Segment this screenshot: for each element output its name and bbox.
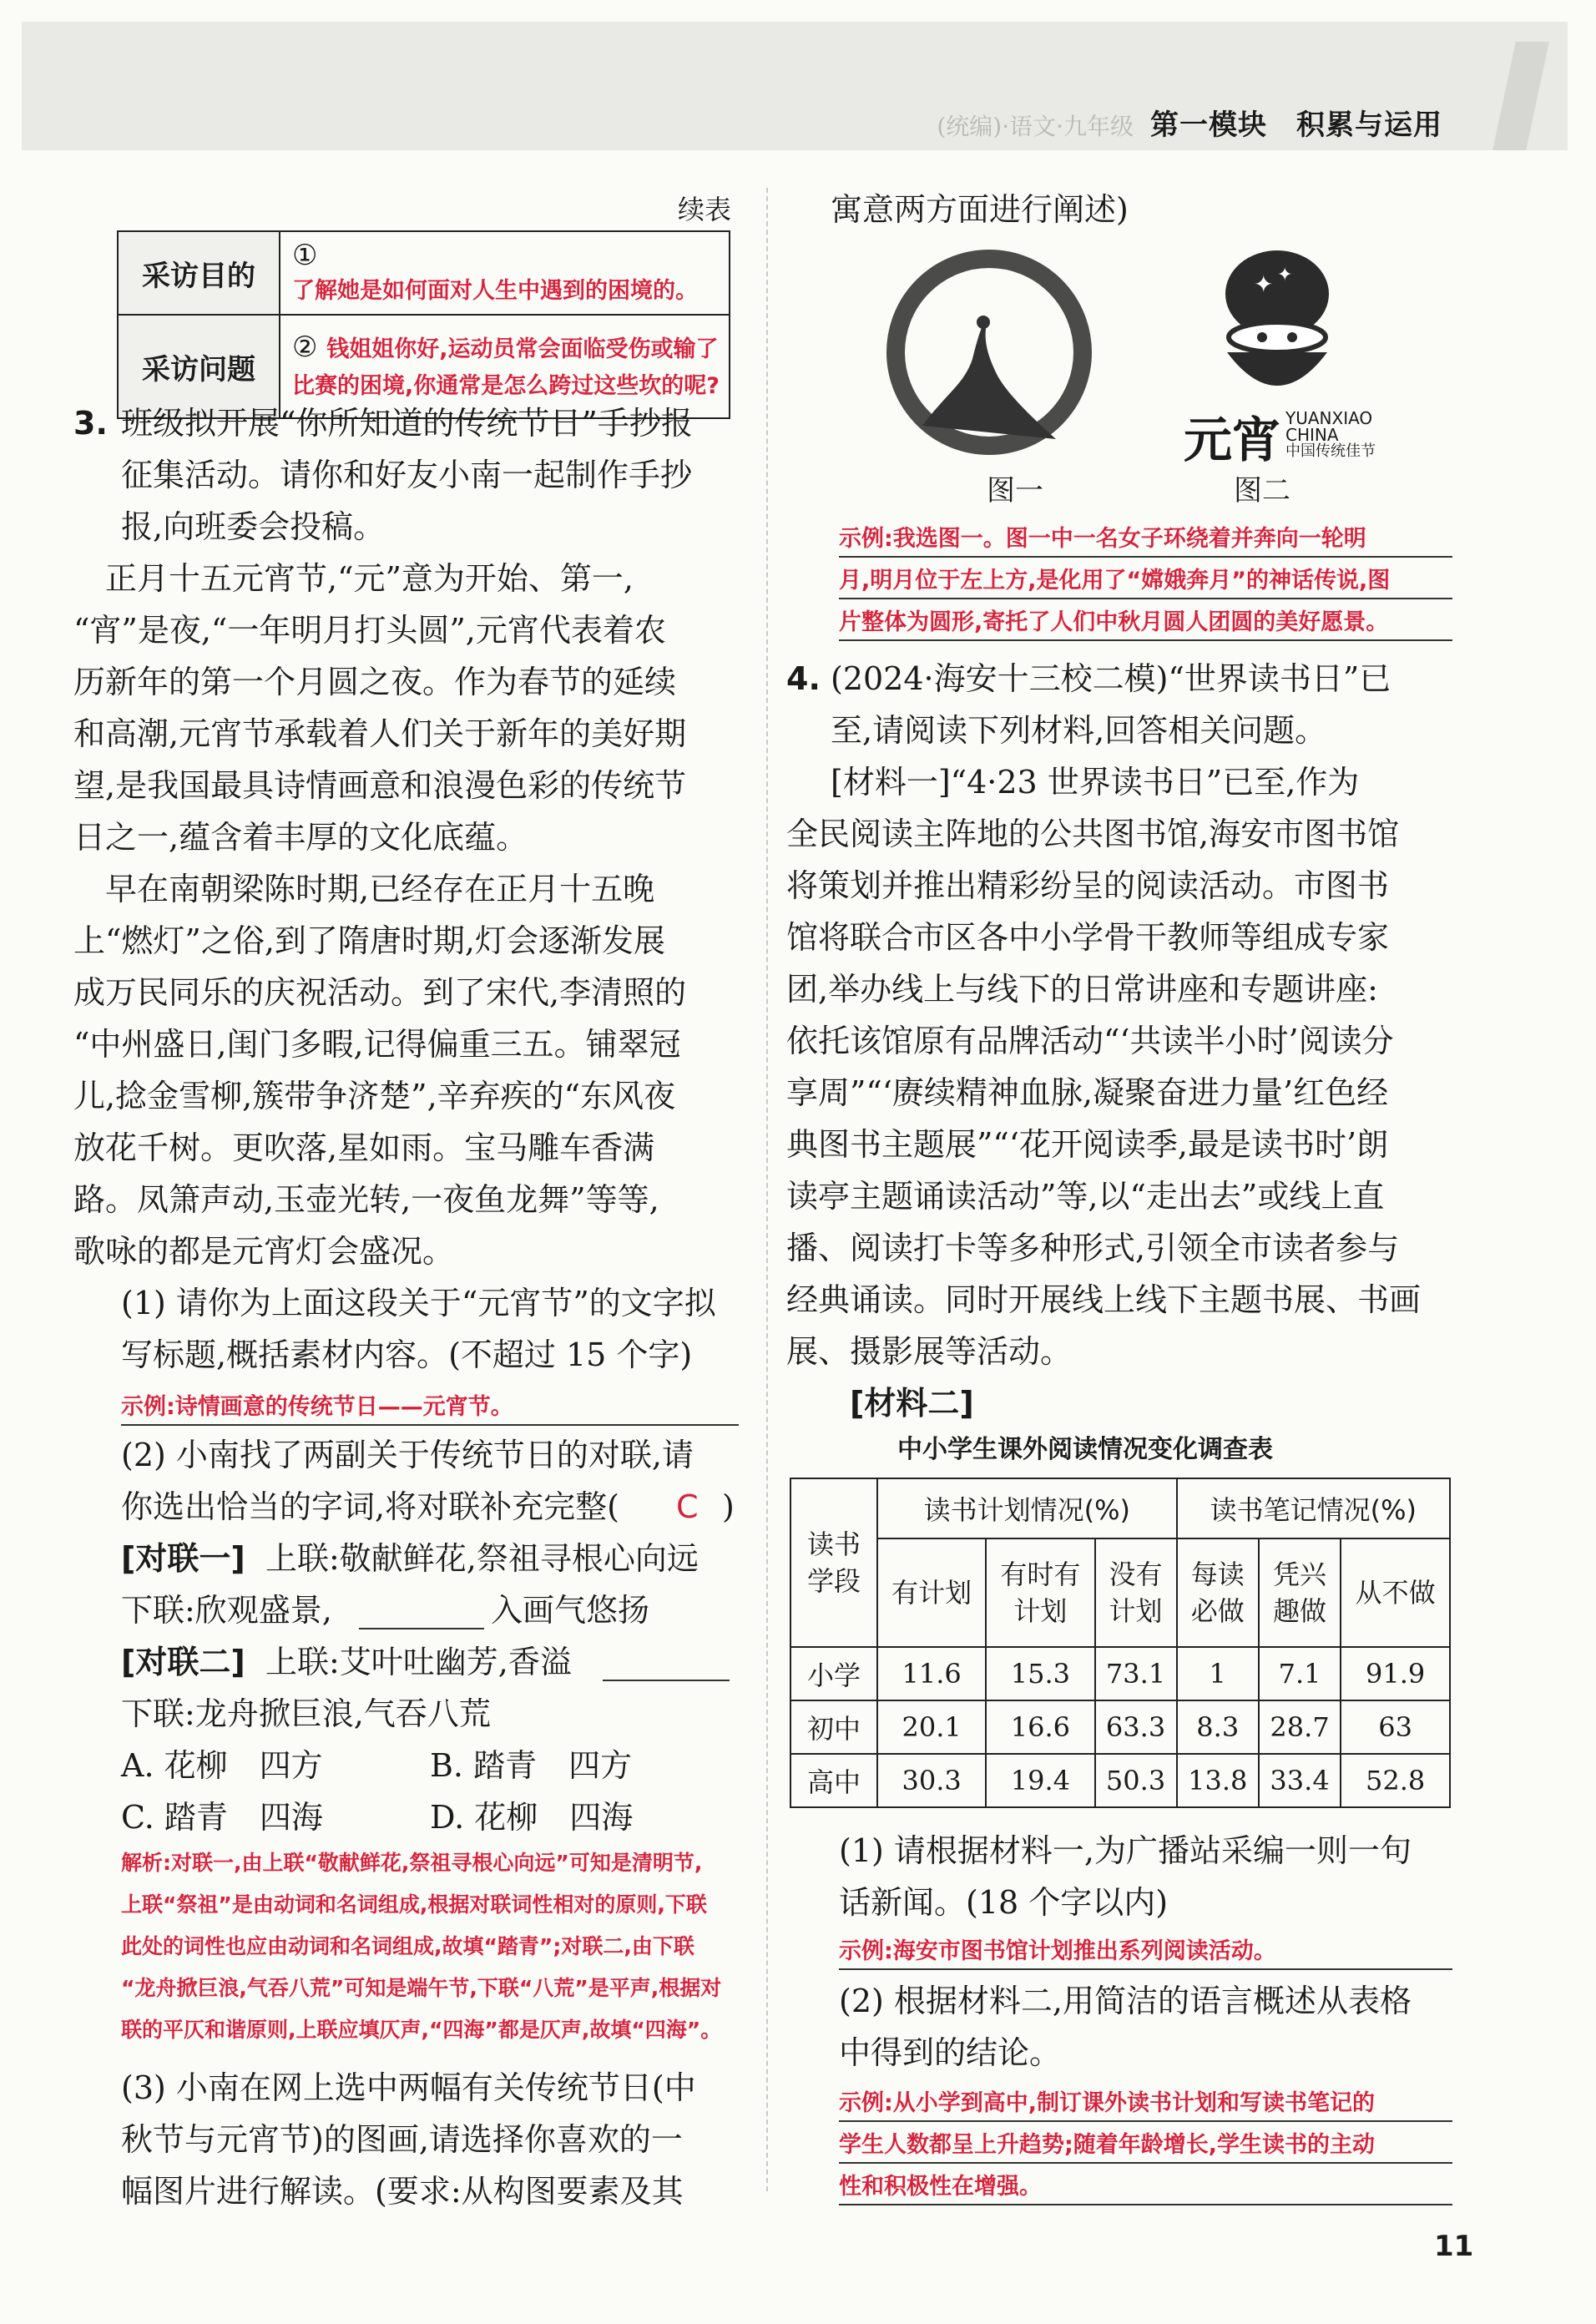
m1-line: 典图书主题展”“‘花开阅读季,最是读书时’朗 [786,1126,1389,1163]
p1-line: 正月十五元宵节,“元”意为开始、第一, [73,560,634,597]
p1-line: 日之一,蕴含着丰厚的文化底蕴。 [73,819,528,856]
option-a: A. 花柳 四方 [121,1747,323,1784]
couplet1-down-a: 下联:欣观盛景, [121,1592,332,1629]
analysis-line: 联的平仄和谐原则,上联应填仄声,“四海”都是仄声,故填“四海”。 [121,2018,722,2042]
m1-line: [材料一]“4·23 世界读书日”已至,作为 [831,764,1360,801]
analysis-line: 上联“祭祖”是由动词和名词组成,根据对联词性相对的原则,下联 [121,1892,707,1917]
figure1-caption: 图一 [987,474,1043,508]
sub1-answer: 示例:诗情画意的传统节日——元宵节。 [121,1391,739,1426]
cell: 19.4 [986,1754,1094,1807]
sub-header: 从不做 [1341,1538,1450,1647]
s2-answer-line: 示例:从小学到高中,制订课外读书计划和写读书笔记的 [839,2087,1452,2122]
q4-line1: (2024·海安十三校二模)“世界读书日”已 [831,660,1391,697]
p2-line: 上“燃灯”之俗,到了隋唐时期,灯会逐渐发展 [73,922,666,959]
q3-line3: 报,向班委会投稿。 [121,508,386,545]
couplet2-label: [对联二] [121,1644,245,1680]
p2-line: 放花千树。更吹落,星如雨。宝马雕车香满 [73,1129,655,1166]
analysis-line: 解析:对联一,由上联“敬献鲜花,祭祖寻根心向远”可知是清明节, [121,1851,703,1875]
sub3-answer-line: 片整体为圆形,寄托了人们中秋月圆人团圆的美好愿景。 [839,606,1452,641]
sub-header: 每读 必做 [1177,1538,1259,1647]
sub2-choice-answer: C [676,1488,699,1525]
group-notes-header: 读书笔记情况(%) [1177,1478,1450,1538]
sub2-close-paren: ) [722,1488,735,1525]
cell: 20.1 [877,1700,986,1754]
sub-header: 有计划 [877,1538,986,1647]
p1-line: “宵”是夜,“一年明月打头圆”,元宵代表着农 [73,612,666,649]
table-row [790,1754,1450,1807]
p2-line: 歌咏的都是元宵灯会盛况。 [73,1233,455,1270]
m1-line: 播、阅读打卡等多种形式,引领全市读者参与 [786,1230,1400,1266]
table-continued-caption: 续表 [678,194,732,225]
couplet2-blank [603,1641,730,1681]
table-title: 中小学生课外阅读情况变化调查表 [897,1435,1273,1464]
logo-en1: YUANXIAO [1285,408,1373,428]
header-faint-text: (统编)·语文·九年级 [937,113,1134,140]
column-divider [766,188,768,2191]
corner-line2: 学段 [806,1565,861,1597]
question-answer-line1: 钱姐姐你好,运动员常会面临受伤或输了 [326,336,719,362]
sub-header: 有时有 计划 [986,1538,1094,1647]
sub3-answer-line: 示例:我选图一。图一中一名女子环绕着并奔向一轮明 [839,523,1452,558]
s1-line1: (1) 请根据材料一,为广播站采编一则一句 [839,1832,1412,1869]
p1-line: 望,是我国最具诗情画意和浪漫色彩的传统节 [73,767,687,804]
cell: 52.8 [1341,1754,1450,1807]
cell: 73.1 [1095,1647,1177,1700]
q3-line1: 班级拟开展“你所知道的传统节日”手抄报 [121,405,693,442]
question-answer-line2: 比赛的困境,你通常是怎么跨过这些坎的呢? [292,373,720,399]
logo-subtitle: 中国传统佳节 [1285,442,1376,460]
s2-line1: (2) 根据材料二,用简洁的语言概述从表格 [839,1983,1412,2019]
cell: 33.4 [1259,1754,1341,1807]
cell: 11.6 [877,1647,986,1700]
row-label: 高中 [790,1754,877,1807]
purpose-label: 采访目的 [118,231,280,315]
figure2-caption: 图二 [1234,474,1290,508]
m1-line: 馆将联合市区各中小学骨干教师等组成专家 [786,919,1390,956]
m1-line: 依托该馆原有品牌活动“‘共读半小时’阅读分 [786,1023,1394,1059]
p2-line: 儿,捻金雪柳,簇带争济楚”,辛弃疾的“东风夜 [73,1078,676,1114]
cell: 63.3 [1095,1700,1177,1754]
cell: 91.9 [1341,1647,1450,1700]
m1-line: 将策划并推出精彩纷呈的阅读活动。市图书 [786,867,1390,904]
sub3-line1: (3) 小南在网上选中两幅有关传统节日(中 [121,2069,696,2106]
s2-answer-line: 学生人数都呈上升趋势;随着年龄增长,学生读书的主动 [839,2129,1452,2164]
sub1-line1: (1) 请你为上面这段关于“元宵节”的文字拟 [121,1285,716,1321]
svg-text:✦: ✦ [1277,265,1293,285]
analysis-line: “龙舟掀巨浪,气吞八荒”可知是端午节,下联“八荒”是平声,根据对 [121,1976,722,2000]
m1-line: 全民阅读主阵地的公共图书馆,海安市图书馆 [786,816,1400,852]
sub2-line2: 你选出恰当的字词,将对联补充完整( [121,1488,619,1525]
question-label: 采访问题 [118,315,280,418]
question-num: ② [292,331,318,364]
cell: 7.1 [1259,1647,1341,1700]
reading-survey-table [790,1478,1451,1808]
page-header [22,22,1568,150]
q4-line2: 至,请阅读下列材料,回答相关问题。 [831,712,1327,749]
sub1-line2: 写标题,概括素材内容。(不超过 15 个字) [121,1336,693,1373]
cell: 63 [1341,1700,1450,1754]
m1-line: 经典诵读。同时开展线上线下主题书展、书画 [786,1281,1422,1318]
group-plan-header: 读书计划情况(%) [877,1478,1177,1538]
purpose-num: ① [292,238,318,272]
couplet2-down: 下联:龙舟掀巨浪,气吞八荒 [121,1695,491,1732]
couplet2-up: 上联:艾叶吐幽芳,香溢 [265,1644,572,1680]
couplet1-label: [对联一] [121,1540,245,1577]
p2-line: “中州盛日,闺门多暇,记得偏重三五。铺翠冠 [73,1026,681,1063]
sub3-continued: 寓意两方面进行阐述) [831,191,1129,228]
p1-line: 历新年的第一个月圆之夜。作为春节的延续 [73,664,677,700]
header-decoration [1492,42,1549,150]
couplet1-up: 上联:敬献鲜花,祭祖寻根心向远 [265,1540,699,1577]
analysis-line: 此处的词性也应由动词和名词组成,故填“踏青”;对联二,由下联 [121,1934,694,1958]
option-b: B. 踏青 四方 [430,1747,633,1784]
m1-line: 团,举办线上与线下的日常讲座和专题讲座: [786,971,1378,1008]
interview-table [117,230,730,419]
table-row [790,1700,1450,1754]
cell: 15.3 [986,1647,1094,1700]
figure2-yuanxiao-logo [1194,244,1361,419]
p2-line: 早在南朝梁陈时期,已经存在正月十五晚 [73,871,655,907]
sub3-line3: 幅图片进行解读。(要求:从构图要素及其 [121,2173,684,2210]
corner-line1: 读书 [806,1528,861,1560]
couplet1-blank [359,1589,484,1629]
cell: 28.7 [1259,1700,1341,1754]
purpose-answer: 了解她是如何面对人生中遇到的困境的。 [292,277,698,304]
cell: 1 [1177,1647,1259,1700]
sub3-answer-line: 月,明月位于左上方,是化用了“嫦娥奔月”的神话传说,图 [839,564,1452,599]
row-label: 初中 [790,1700,877,1754]
couplet1-down-b: 入画气悠扬 [491,1592,650,1629]
p2-line: 成万民同乐的庆祝活动。到了宋代,李清照的 [73,974,687,1011]
m1-line: 展、摄影展等活动。 [786,1333,1073,1370]
cell: 50.3 [1095,1754,1177,1807]
page-number: 11 [1434,2230,1474,2263]
cell: 8.3 [1177,1700,1259,1754]
cell: 13.8 [1177,1754,1259,1807]
s2-answer-line: 性和积极性在增强。 [839,2170,1452,2205]
option-d: D. 花柳 四海 [430,1799,634,1836]
m2-label: [材料二] [850,1385,974,1422]
table-corner [790,1478,877,1647]
sub-header: 凭兴 趣做 [1259,1538,1341,1647]
module-title: 第一模块 积累与运用 [1150,109,1442,142]
svg-text:✦: ✦ [1254,270,1274,298]
figure1-moon-circle [872,242,1106,467]
s2-line2: 中得到的结论。 [839,2034,1062,2071]
p2-line: 路。凤箫声动,玉壶光转,一夜鱼龙舞”等等, [73,1181,659,1218]
m1-line: 读亭主题诵读活动”等,以“走出去”或线上直 [786,1178,1385,1215]
sub3-line2: 秋节与元宵节)的图画,请选择你喜欢的一 [121,2121,683,2158]
p1-line: 和高潮,元宵节承载着人们关于新年的美好期 [73,715,687,752]
q3-line2: 征集活动。请你和好友小南一起制作手抄 [121,457,693,493]
m1-line: 享周”“‘赓续精神血脉,凝聚奋进力量’红色经 [786,1074,1389,1111]
row-label: 小学 [790,1647,877,1700]
logo-en2: CHINA [1285,425,1339,445]
cell: 16.6 [986,1700,1094,1754]
cell: 30.3 [877,1754,986,1807]
sub2-line1: (2) 小南找了两副关于传统节日的对联,请 [121,1437,694,1473]
q4-number: 4. [786,660,821,697]
option-c: C. 踏青 四海 [121,1799,323,1836]
s1-line2: 话新闻。(18 个字以内) [839,1884,1169,1921]
q3-number: 3. [73,405,108,442]
logo-chinese: 元宵 [1184,412,1281,468]
sub-header: 没有 计划 [1095,1538,1177,1647]
table-row [790,1647,1450,1700]
s1-answer: 示例:海安市图书馆计划推出系列阅读活动。 [839,1935,1452,1970]
